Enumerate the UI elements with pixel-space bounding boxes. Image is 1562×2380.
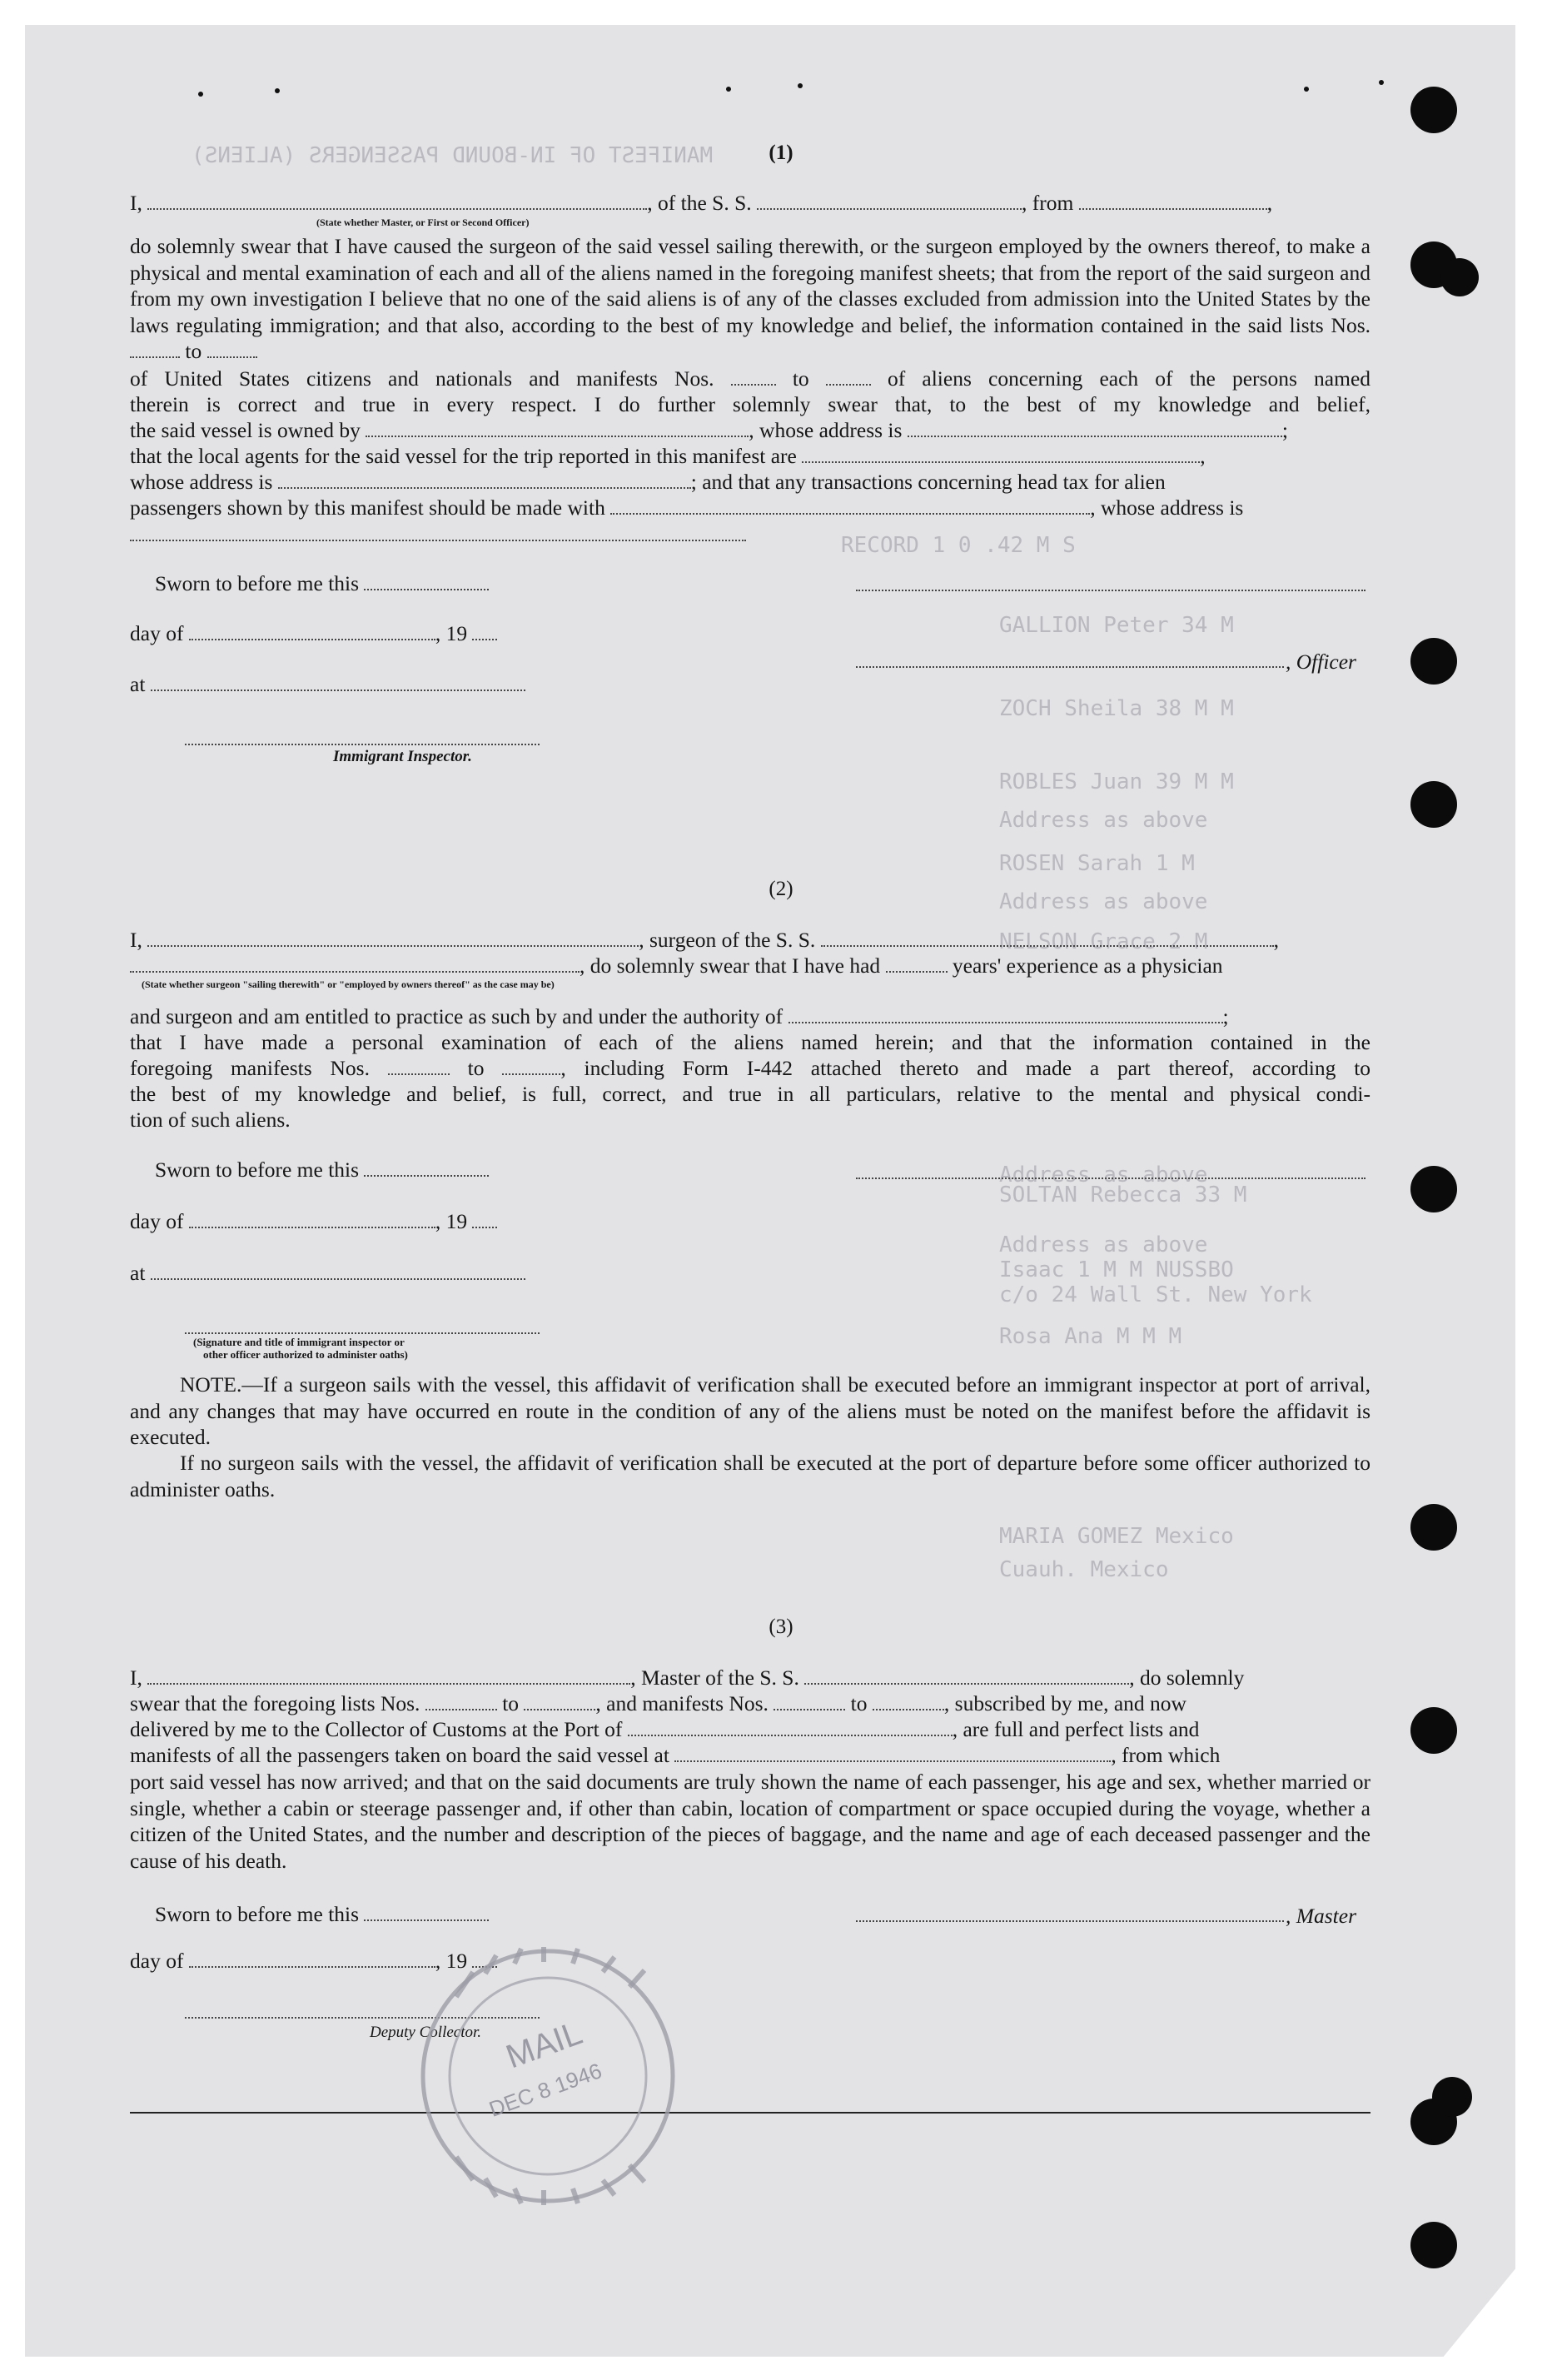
section1-line1: I, , of the S. S. , from ,	[130, 191, 1273, 215]
bleed-through-text: Cuauh. Mexico	[999, 1557, 1169, 1582]
stamp-mail-text: MAIL	[501, 2014, 587, 2076]
section2-line3: and surgeon and am entitled to practice as such by and under the authority of ;	[130, 1004, 1229, 1028]
note-paragraph: NOTE.—If a surgeon sails with the vessel, this affidavit of verification shall be executed before an immigrant inspector at port of arrival, and any changes that may have occurred en route in the condition of any of the aliens must be noted on the manifest before the affidavit is executed.	[130, 1372, 1370, 1449]
head-tax-party-field[interactable]	[610, 498, 1090, 515]
surgeon-vessel-field[interactable]	[821, 930, 1274, 947]
lists-to-field[interactable]	[207, 341, 257, 358]
vessel-name-field[interactable]	[757, 193, 1022, 210]
section1-paragraph: do solemnly swear that I have caused the surgeon of the said vessel sailing therewith, or the surgeon employed by the owners thereof, to make a physical and mental examination of each and all of the aliens named in the foregoing manifest sheets; that from the report of the said surgeon and from my own investigation I believe that no one of the said aliens is of any of the classes excluded from admission into the United States by the laws regulating immigration; and that also, according to the best of my knowledge and belief, the information contained in the said lists Nos. to	[130, 234, 1370, 363]
manifests-from-field[interactable]	[731, 369, 776, 386]
speck	[198, 92, 203, 97]
section1-sworn: Sworn to before me this	[155, 571, 489, 596]
bleed-through-text: Address as above	[999, 1232, 1208, 1257]
owner-field[interactable]	[366, 421, 749, 437]
section2-line1: I, , surgeon of the S. S. ,	[130, 928, 1280, 952]
binder-hole	[1410, 781, 1457, 828]
bleed-through-text: GALLION Peter 34 M	[999, 613, 1234, 638]
surgeon-signature-line[interactable]	[856, 1178, 1366, 1179]
section2-line4: that I have made a personal examination of each of the aliens named herein; and that the information contained in the	[130, 1030, 1370, 1054]
bleed-through-text: RECORD 1 0 .42 M S	[841, 533, 1076, 558]
day-month-field-3[interactable]	[189, 1951, 435, 1968]
bleed-through-text: NELSON Grace 2 M	[999, 929, 1208, 954]
officer-rank-caption: (State whether Master, or First or Second Officer)	[316, 217, 530, 228]
year-field-2[interactable]	[472, 1212, 497, 1228]
deputy-collector-label: Deputy Collector.	[370, 2024, 482, 2041]
surgeon-status-caption: (State whether surgeon "sailing therewith" or "employed by owners thereof" as the case may be)	[142, 978, 555, 990]
section-number-2: (2)	[769, 878, 793, 900]
inspector-signature-line-2[interactable]	[185, 1332, 540, 1334]
master-signature-line[interactable]	[856, 1920, 1284, 1922]
surgeon-status-field[interactable]	[130, 956, 580, 973]
signature-caption-line1: (Signature and title of immigrant inspector or	[193, 1336, 405, 1348]
master-vessel-field[interactable]	[804, 1668, 1129, 1685]
master-name-field[interactable]	[147, 1668, 630, 1685]
binder-hole	[1410, 2222, 1457, 2268]
surgeon-name-field[interactable]	[147, 930, 639, 947]
sworn-date-field-2[interactable]	[364, 1160, 489, 1177]
authority-field[interactable]	[788, 1007, 1223, 1023]
place-field[interactable]	[151, 675, 525, 691]
day-month-field-2[interactable]	[189, 1212, 435, 1228]
section3-line4: manifests of all the passengers taken on board the said vessel at , from which	[130, 1743, 1221, 1767]
master-manifests-to-field[interactable]	[873, 1694, 944, 1710]
surgeon-manifests-from-field[interactable]	[388, 1058, 450, 1075]
bleed-through-text: ROSEN Sarah 1 M	[999, 851, 1195, 876]
officer-label: , Officer	[1286, 650, 1356, 674]
bottom-rule	[130, 2112, 1370, 2114]
binder-hole	[1410, 1707, 1457, 1754]
officer-name-field[interactable]	[147, 193, 647, 210]
section2-sworn: Sworn to before me this	[155, 1158, 489, 1183]
speck	[275, 88, 280, 93]
section2-line7: tion of such aliens.	[130, 1108, 291, 1132]
from-port-field[interactable]	[1079, 193, 1267, 210]
inspector-label: Immigrant Inspector.	[333, 748, 472, 765]
binder-hole	[1410, 638, 1457, 685]
binder-hole	[1410, 1166, 1457, 1212]
postmark-stamp	[406, 1939, 689, 2213]
section2-day: day of , 19	[130, 1209, 497, 1234]
section1-line-owned: the said vessel is owned by , whose address is ;	[130, 418, 1288, 442]
owner-address-field[interactable]	[908, 421, 1282, 437]
bleed-through-text: Address as above	[999, 1163, 1208, 1188]
bleed-through-text: Address as above	[999, 808, 1208, 833]
day-month-field[interactable]	[189, 624, 435, 640]
section1-line-citizens: of United States citizens and nationals and manifests Nos. to of aliens concerning each of the persons named	[130, 366, 1371, 391]
sworn-date-field-3[interactable]	[364, 1904, 489, 1921]
bleed-through-text: SOLTAN Rebecca 33 M	[999, 1183, 1247, 1207]
local-agents-field[interactable]	[802, 446, 1200, 463]
binder-hole	[1410, 87, 1457, 133]
page-corner-cut	[1442, 2267, 1517, 2358]
surgeon-manifests-to-field[interactable]	[502, 1058, 560, 1075]
lists-from-field[interactable]	[130, 341, 180, 358]
port-of-field[interactable]	[628, 1720, 953, 1736]
master-manifests-from-field[interactable]	[774, 1694, 845, 1710]
section3-sworn: Sworn to before me this	[155, 1902, 489, 1927]
binder-hole	[1410, 1504, 1457, 1551]
section1-day: day of , 19	[130, 621, 497, 646]
section3-line2: swear that the foregoing lists Nos. to , and manifests Nos. to , subscribed by me, and now	[130, 1691, 1186, 1715]
section3-paragraph: port said vessel has now arrived; and that on the said documents are truly shown the name of each passenger, his age and sex, whether married or single, whether a cabin or steerage passenger and, if other than cabin, location of compartment or space occupied during the voyage, whether a citizen of the United States, and the number and description of the pieces of baggage, and the name and age of each deceased passenger and the cause of his death.	[130, 1770, 1370, 1873]
master-label: , Master	[1286, 1904, 1356, 1928]
binder-hole	[1440, 258, 1479, 296]
bleed-through-text: ZOCH Sheila 38 M M	[999, 696, 1234, 721]
section1-line-therein: therein is correct and true in every respect. I do further solemnly swear that, to the best of my knowledge and belief,	[130, 392, 1370, 416]
agents-address-field[interactable]	[278, 472, 691, 489]
section2-at: at	[130, 1261, 525, 1286]
section1-line-headtax: passengers shown by this manifest should be made with , whose address is	[130, 495, 1244, 520]
signature-caption-line2: other officer authorized to administer oaths)	[203, 1348, 408, 1361]
bleed-through-text: Rosa Ana M M M	[999, 1324, 1182, 1349]
master-lists-to-field[interactable]	[524, 1694, 595, 1710]
officer-signature-line[interactable]	[856, 590, 1366, 591]
bleed-through-text: Isaac 1 M M NUSSBO	[999, 1257, 1234, 1282]
section-number-1: (1)	[769, 142, 793, 164]
bleed-through-text: ROBLES Juan 39 M M	[999, 769, 1234, 794]
note-paragraph-2: If no surgeon sails with the vessel, the affidavit of verification shall be executed at the port of departure before some officer authorized to administer oaths.	[130, 1451, 1370, 1501]
speck	[1304, 87, 1309, 92]
place-field-2[interactable]	[151, 1263, 525, 1280]
speck	[1379, 80, 1384, 85]
section-number-3: (3)	[769, 1616, 793, 1638]
head-tax-address-line[interactable]	[130, 540, 746, 541]
note-label: NOTE.	[180, 1372, 242, 1397]
sworn-date-field[interactable]	[364, 574, 489, 590]
section1-at: at	[130, 672, 525, 697]
bleed-through-text: c/o 24 Wall St. New York	[999, 1282, 1312, 1307]
officer-title-line[interactable]	[856, 666, 1284, 668]
port-taken-on-board-field[interactable]	[674, 1745, 1111, 1762]
section2-line6: the best of my knowledge and belief, is full, correct, and true in all particulars, relative to the mental and physical condi-	[130, 1082, 1370, 1106]
speck	[726, 87, 731, 92]
section1-line-agents-address: whose address is ; and that any transactions concerning head tax for alien	[130, 470, 1166, 494]
bleed-through-text: Address as above	[999, 889, 1208, 914]
section3-line1: I, , Master of the S. S. , do solemnly	[130, 1666, 1245, 1690]
stamp-date-text: DEC 8 1946	[485, 2058, 605, 2122]
section2-line2: , do solemnly swear that I have had years' experience as a physician	[130, 953, 1370, 978]
section3-day: day of , 19	[130, 1949, 497, 1974]
manifests-to-field[interactable]	[826, 369, 871, 386]
section2-line5: foregoing manifests Nos. to , including Form I-442 attached thereto and made a part thereof, according to	[130, 1056, 1371, 1080]
years-experience-field[interactable]	[886, 956, 948, 973]
year-field[interactable]	[472, 624, 497, 640]
section1-line-agents: that the local agents for the said vessel for the trip reported in this manifest are ,	[130, 444, 1206, 468]
section3-line3: delivered by me to the Collector of Customs at the Port of , are full and perfect lists and	[130, 1717, 1200, 1741]
speck	[798, 83, 803, 88]
binder-hole	[1432, 2077, 1472, 2117]
master-lists-from-field[interactable]	[425, 1694, 497, 1710]
bleed-through-text: MARIA GOMEZ Mexico	[999, 1524, 1234, 1549]
bleed-through-text: MANIFEST OF IN-BOUND PASSENGERS (ALIENS)	[192, 143, 714, 168]
